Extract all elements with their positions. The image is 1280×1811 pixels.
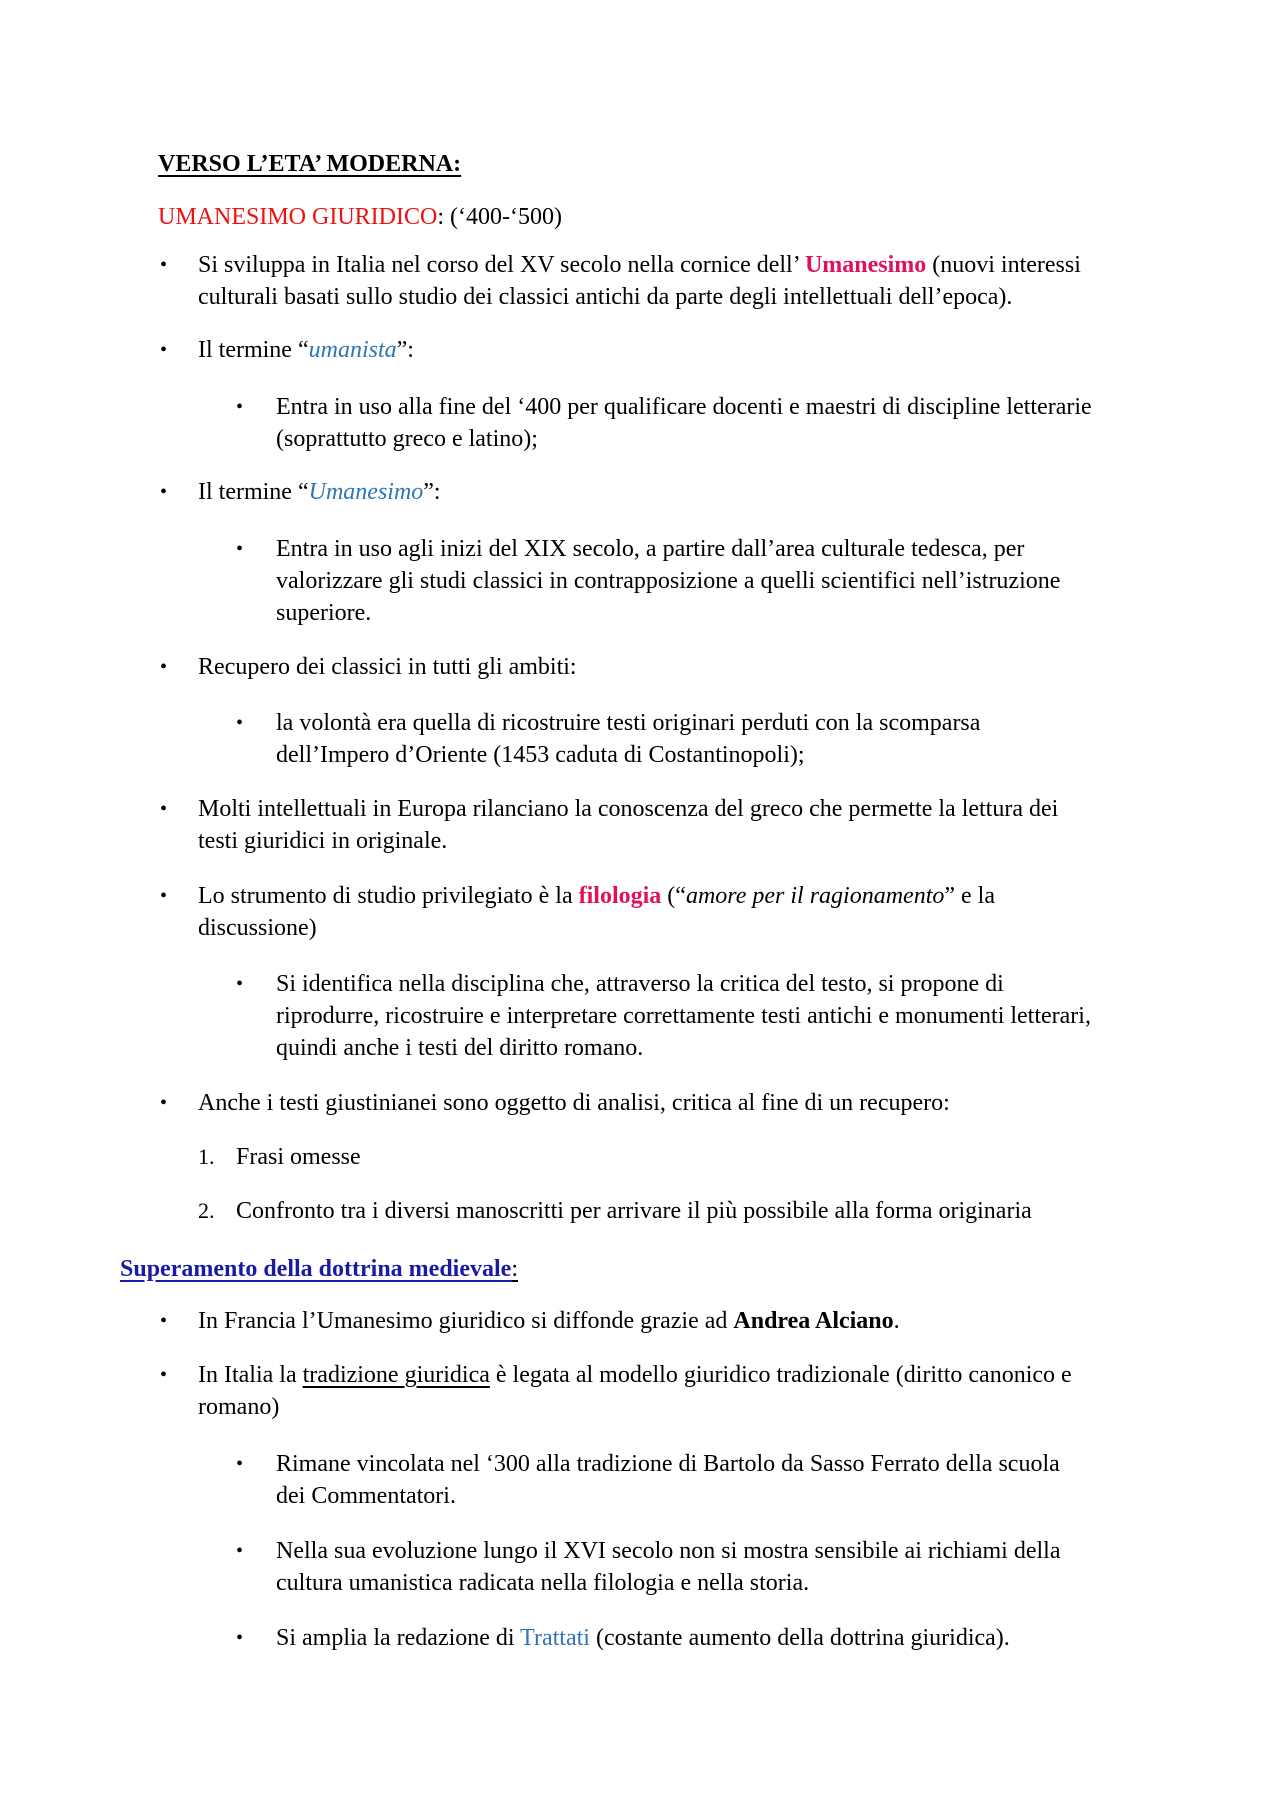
bullet-icon: • (160, 798, 168, 820)
text-run: Il termine “ (198, 479, 309, 505)
list-number: 1. (198, 1144, 215, 1169)
text-run: (soprattutto greco e latino); (276, 426, 538, 452)
list-item-continuation (198, 1391, 279, 1423)
sub-list-item (276, 1622, 1010, 1654)
text-run: dell’Impero d’Oriente (1453 caduta di Costantinopoli); (276, 742, 805, 768)
text-run: Nella sua evoluzione lungo il XVI secolo non si mostra sensibile ai richiami della (276, 1538, 1061, 1564)
sub-list-item-continuation (276, 739, 805, 771)
text-run: In Francia l’Umanesimo giuridico si diffonde grazie ad (198, 1308, 734, 1334)
bullet-icon: • (236, 396, 244, 418)
list-item (198, 1359, 1072, 1391)
text-run: ” e la (944, 883, 995, 909)
numbered-item (236, 1141, 361, 1173)
section-title-superamento (120, 1253, 518, 1285)
text-run: Entra in uso alla fine del ‘400 per qualificare docenti e maestri di discipline letterarie (276, 394, 1092, 420)
sub-list-item-continuation (276, 1032, 643, 1064)
bullet-icon: • (160, 656, 168, 678)
text-run: (costante aumento della dottrina giuridica). (589, 1625, 1010, 1651)
bullet-icon: • (236, 1627, 244, 1649)
text-run: Recupero dei classici in tutti gli ambiti: (198, 654, 577, 680)
text-run: discussione) (198, 915, 317, 941)
text-run: dei Commentatori. (276, 1483, 456, 1509)
bullet-icon: • (160, 1310, 168, 1332)
text-run: In Italia la (198, 1362, 303, 1388)
text-run: testi giuridici in originale. (198, 828, 448, 854)
text-run: Si sviluppa in Italia nel corso del XV secolo nella cornice dell’ (198, 252, 805, 278)
section-title-text: Superamento della dottrina medievale (120, 1256, 512, 1282)
text-run-underlined: tradizione giuridica (302, 1362, 490, 1388)
list-item-continuation (198, 281, 1012, 313)
text-run: Rimane vincolata nel ‘300 alla tradizione di Bartolo da Sasso Ferrato della scuola (276, 1451, 1060, 1477)
list-item (198, 793, 1058, 825)
sub-list-item (276, 1535, 1060, 1567)
text-run: (“ (661, 883, 686, 909)
text-run: Frasi omesse (236, 1144, 361, 1170)
section-title-umanesimo (158, 201, 562, 233)
text-run: è legata al modello giuridico tradizionale (diritto canonico e (489, 1362, 1072, 1388)
text-run: valorizzare gli studi classici in contrapposizione a quelli scientifici nell’istruzione (276, 568, 1061, 594)
text-run: ”: (423, 479, 441, 505)
bullet-icon: • (236, 1453, 244, 1475)
bullet-icon: • (160, 481, 168, 503)
list-item (198, 1087, 950, 1119)
name-andrea-alciano: Andrea Alciano (733, 1308, 894, 1334)
text-run: cultura umanistica radicata nella filologia e nella storia. (276, 1570, 810, 1596)
text-run: Anche i testi giustinianei sono oggetto di analisi, critica al fine di un recupero: (198, 1090, 950, 1116)
numbered-item (236, 1195, 1032, 1227)
list-item (198, 1305, 900, 1337)
keyword-trattati: Trattati (520, 1625, 590, 1651)
text-run: Si amplia la redazione di (276, 1625, 521, 1651)
text-run: (nuovi interessi (926, 252, 1081, 278)
sub-list-item (276, 1448, 1060, 1480)
list-item-continuation (198, 912, 317, 944)
text-run: Entra in uso agli inizi del XIX secolo, a partire dall’area culturale tedesca, per (276, 536, 1025, 562)
bullet-icon: • (236, 712, 244, 734)
text-run: . (893, 1308, 900, 1334)
text-run: culturali basati sullo studio dei classici antichi da parte degli intellettuali dell’epoca). (198, 284, 1013, 310)
list-item (198, 651, 577, 683)
bullet-icon: • (160, 339, 168, 361)
sub-list-item-continuation (276, 597, 371, 629)
text-run: romano) (198, 1394, 280, 1420)
list-item (198, 476, 441, 508)
text-run: Confronto tra i diversi manoscritti per arrivare il più possibile alla forma originaria (236, 1198, 1032, 1224)
text-run: Si identifica nella disciplina che, attraverso la critica del testo, si propone di (276, 971, 1004, 997)
section-title-suffix: : (511, 1256, 518, 1282)
text-run: riprodurre, ricostruire e interpretare correttamente testi antichi e monumenti letterari, (276, 1003, 1091, 1029)
text-run: la volontà era quella di ricostruire testi originari perduti con la scomparsa (276, 710, 981, 736)
sub-list-item-continuation (276, 423, 538, 455)
heading-text: VERSO L’ETA’ MODERNA: (158, 151, 462, 177)
sub-list-item (276, 968, 1004, 1000)
bullet-icon: • (236, 973, 244, 995)
list-number: 2. (198, 1198, 215, 1223)
list-item (198, 880, 995, 912)
bullet-icon: • (236, 1540, 244, 1562)
text-run: quindi anche i testi del diritto romano. (276, 1035, 644, 1061)
text-run: superiore. (276, 600, 372, 626)
sub-list-item-continuation (276, 1480, 456, 1512)
list-item (198, 334, 414, 366)
list-item (198, 249, 1081, 281)
sub-list-item-continuation (276, 1000, 1091, 1032)
section-title-text: UMANESIMO GIURIDICO (158, 204, 438, 230)
text-run: ”: (396, 337, 414, 363)
bullet-icon: • (160, 254, 168, 276)
bullet-icon: • (160, 1364, 168, 1386)
text-run-italic: amore per il ragionamento (685, 883, 945, 909)
keyword-umanesimo: Umanesimo (804, 252, 927, 278)
keyword-filologia: filologia (578, 883, 662, 909)
text-run: Lo strumento di studio privilegiato è la (198, 883, 579, 909)
sub-list-item-continuation (276, 565, 1060, 597)
sub-list-item-continuation (276, 1567, 809, 1599)
document-heading (158, 148, 461, 180)
keyword-umanesimo-term: Umanesimo (308, 479, 424, 505)
section-title-suffix: : (‘400-‘500) (437, 204, 562, 230)
bullet-icon: • (236, 538, 244, 560)
text-run: Molti intellettuali in Europa rilanciano la conoscenza del greco che permette la lettura dei (198, 796, 1059, 822)
text-run: Il termine “ (198, 337, 309, 363)
list-item-continuation (198, 825, 447, 857)
bullet-icon: • (160, 885, 168, 907)
bullet-icon: • (160, 1092, 168, 1114)
sub-list-item (276, 391, 1092, 423)
sub-list-item (276, 707, 980, 739)
keyword-umanista: umanista (308, 337, 397, 363)
sub-list-item (276, 533, 1024, 565)
